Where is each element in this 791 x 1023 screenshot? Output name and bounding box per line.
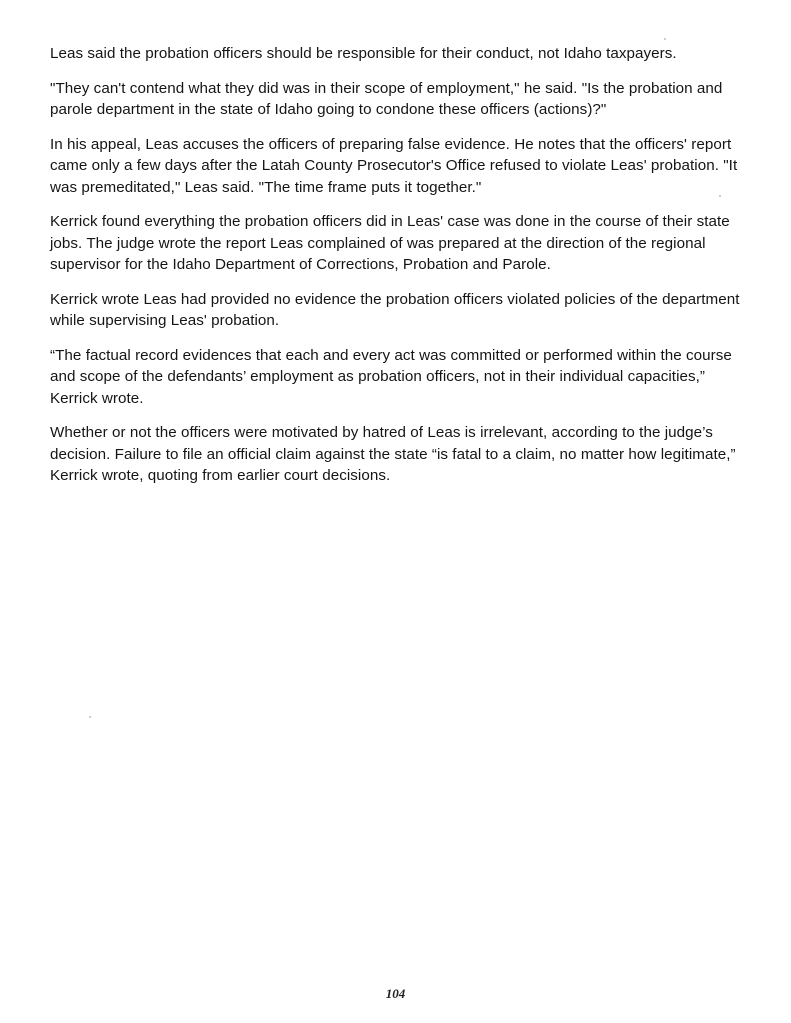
paragraph-5: Kerrick wrote Leas had provided no evidence the probation officers violated policies of the department while supervising Leas' probation. <box>50 290 740 329</box>
page-number: 104 <box>385 986 406 1001</box>
paragraph-1: Leas said the probation officers should be responsible for their conduct, not Idaho taxpayers. <box>50 45 677 62</box>
article-body <box>50 43 750 500</box>
scan-speck <box>89 716 91 718</box>
scan-speck <box>664 38 666 40</box>
paragraph-3: In his appeal, Leas accuses the officers of preparing false evidence. He notes that the officers' report came only a few days after the Latah County Prosecutor's Office refused to violate Leas' probation. "It was premeditated," Leas said. "The time frame puts it together." <box>50 135 738 196</box>
paragraph-4: Kerrick found everything the probation officers did in Leas' case was done in the course of their state jobs. The judge wrote the report Leas complained of was prepared at the direction of the regional supervisor for the Idaho Department of Corrections, Probation and Parole. <box>50 213 730 273</box>
paragraph-7: Whether or not the officers were motivated by hatred of Leas is irrelevant, according to the judge’s decision. Failure to file an official claim against the state “is fatal to a claim, no matter how legitimate,” Kerrick wrote, quoting from earlier court decisions. <box>50 424 736 484</box>
paragraph-2: "They can't contend what they did was in their scope of employment," he said. "Is the probation and parole department in the state of Idaho going to condone these officers (actions)?" <box>50 79 723 118</box>
paragraph-6: “The factual record evidences that each and every act was committed or performed within the course and scope of the defendants’ employment as probation officers, not in their individual capacities,” Kerrick wrote. <box>50 346 732 407</box>
scan-speck <box>719 195 721 197</box>
